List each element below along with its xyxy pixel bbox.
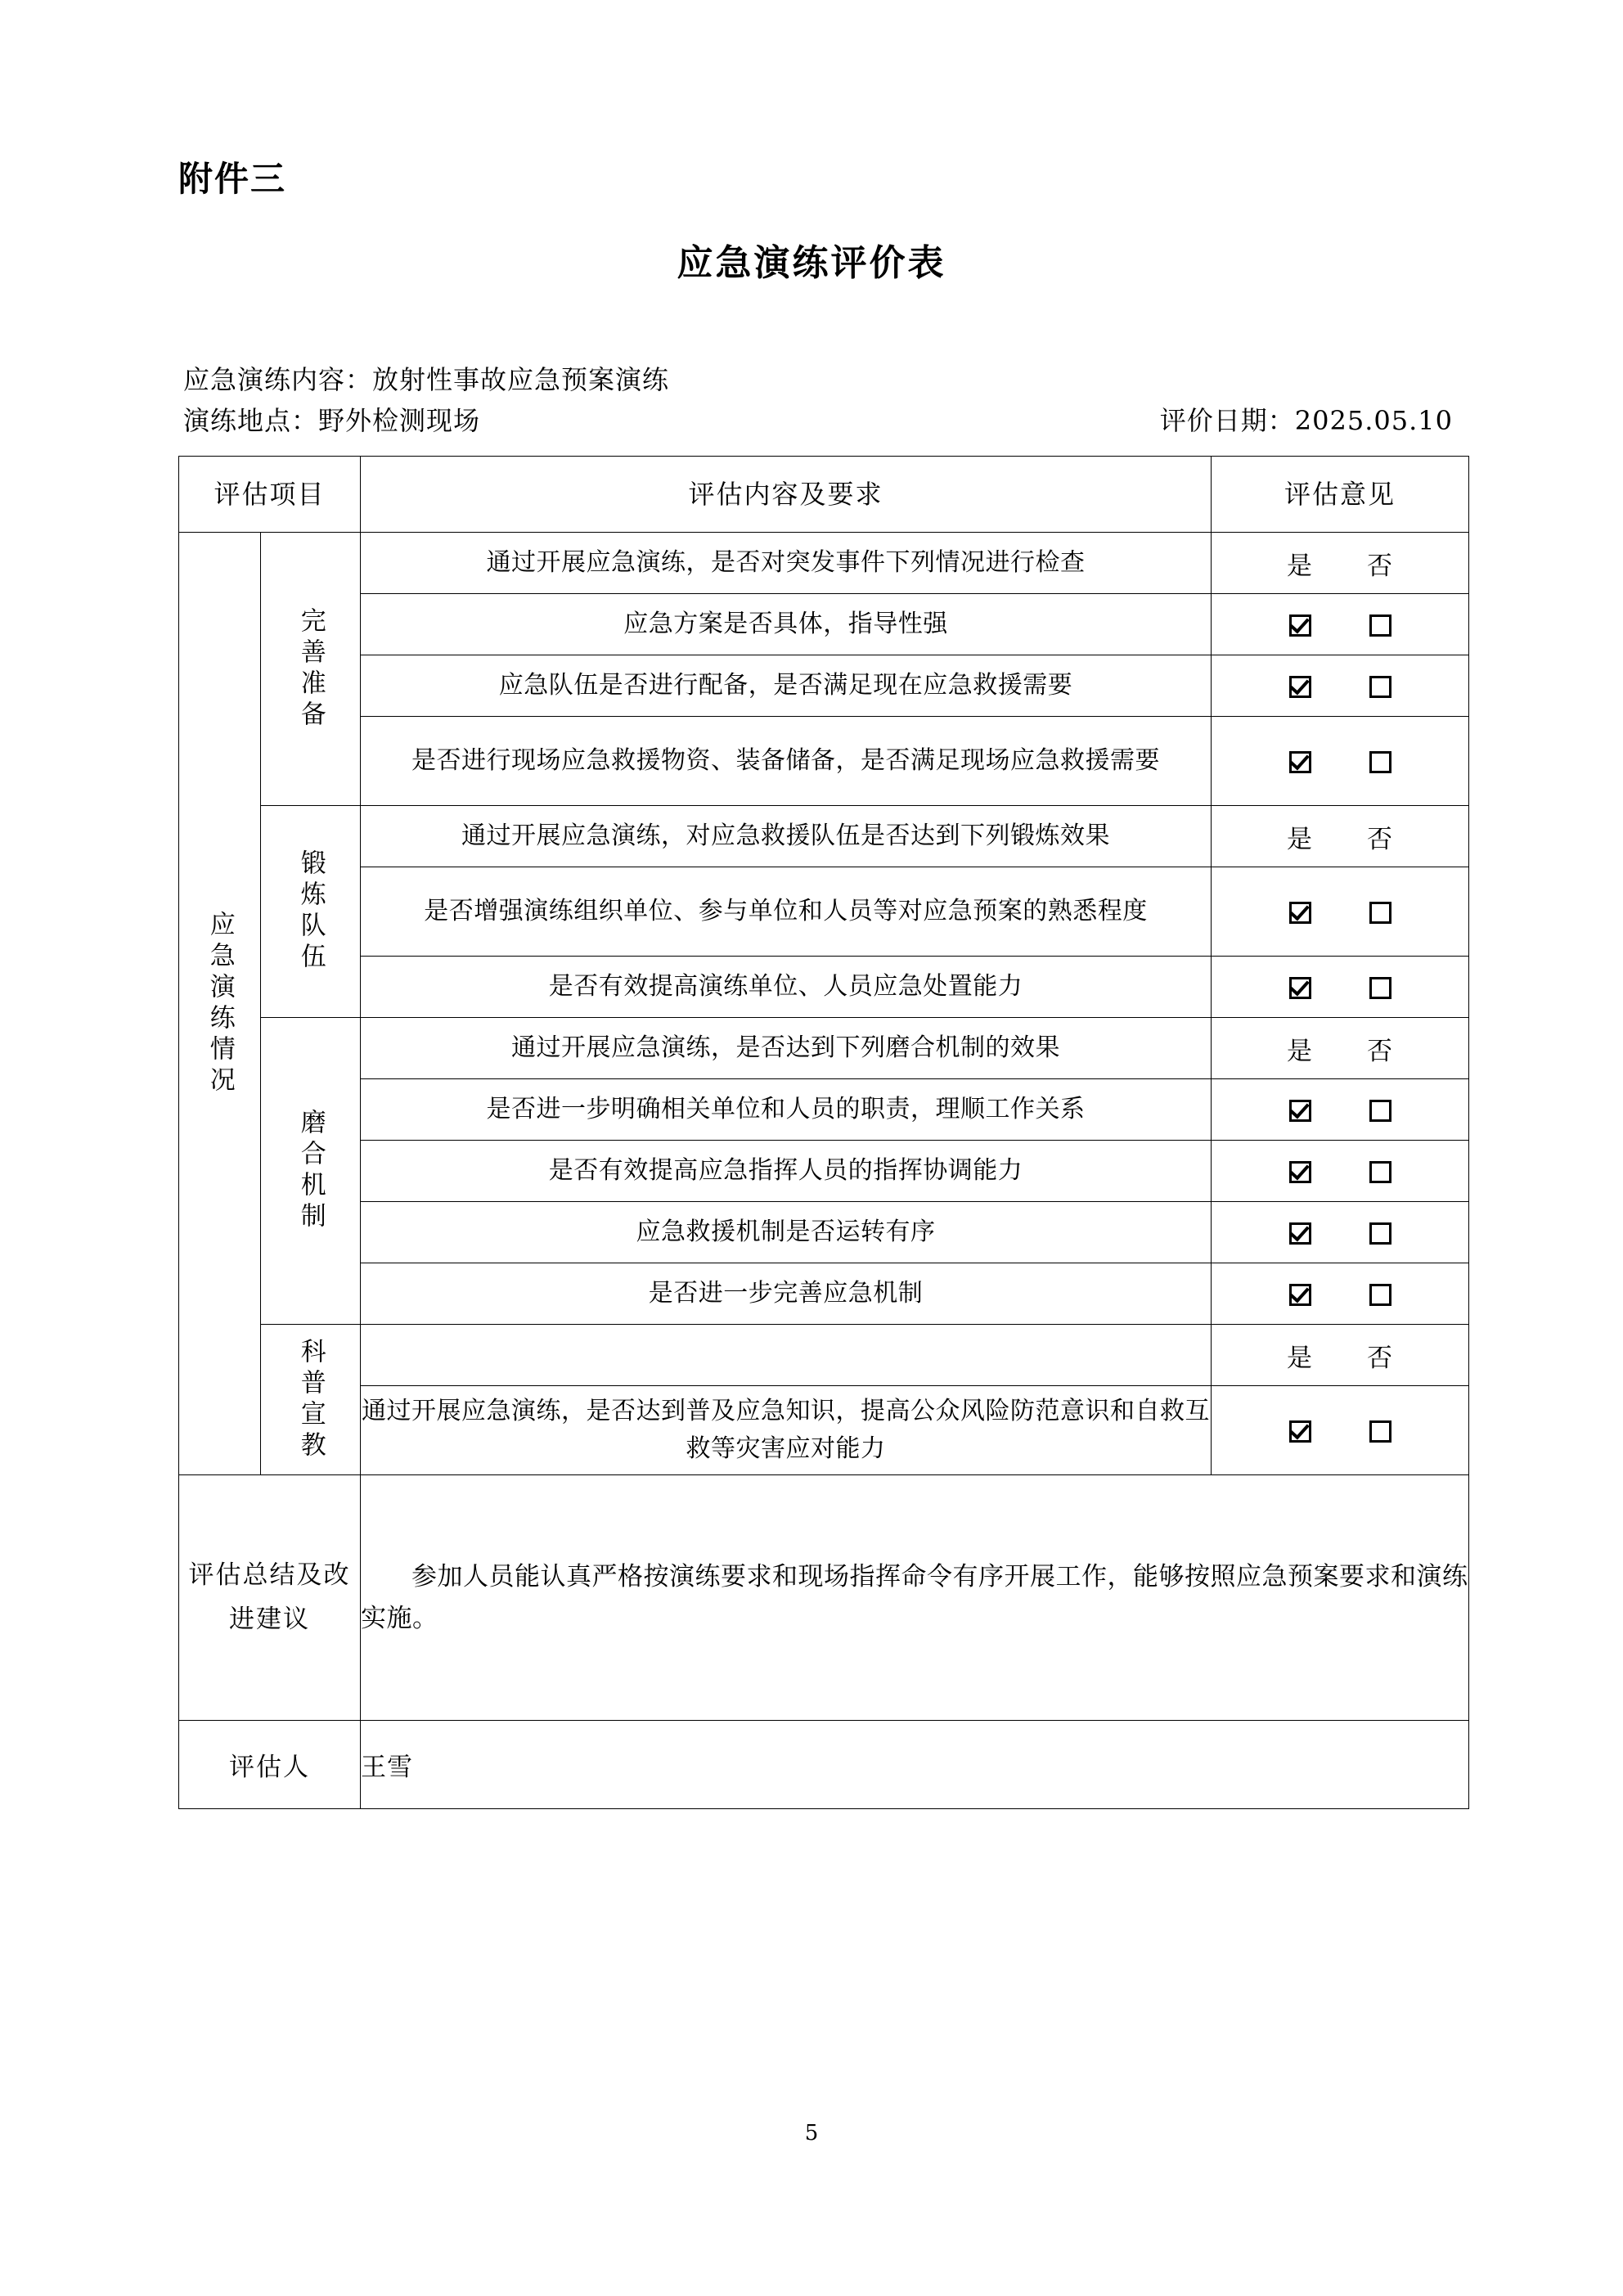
yes-slot [1283,1416,1317,1445]
opinion-cell[interactable] [1212,594,1469,655]
section-label-1-text: 完善准备 [295,606,326,732]
opinion-checkboxes [1212,746,1468,776]
column-header-opinion: 评估意见 [1212,457,1469,533]
opinion-cell[interactable] [1212,1202,1469,1263]
meta-row-content [183,360,1468,401]
opinion-cell[interactable] [1212,1079,1469,1141]
no-slot [1363,1279,1397,1308]
opinion-cell[interactable] [1212,867,1469,957]
summary-row [179,1475,1469,1721]
table-row [179,655,1469,717]
section-label-1-wrap [261,607,360,732]
opinion-checkboxes [1212,1218,1468,1247]
no-slot [1363,897,1397,926]
column-header-content: 评估内容及要求 [361,457,1212,533]
no-label: 否 [1367,824,1394,854]
opinion-checkboxes [1212,1279,1468,1308]
opinion-checkboxes [1212,1156,1468,1186]
requirement-text: 是否增强演练组织单位、参与单位和人员等对应急预案的熟悉程度 [361,867,1212,957]
checkbox-yes-checked-icon[interactable] [1289,751,1311,773]
summary-text-cell[interactable] [361,1475,1469,1721]
opinion-options [1212,1030,1468,1067]
opinion-header-cell [1212,1018,1469,1079]
section-label-3 [261,1018,361,1325]
requirement-text: 通过开展应急演练，是否对突发事件下列情况进行检查 [361,533,1212,594]
opinion-checkboxes [1212,1416,1468,1445]
requirement-text: 通过开展应急演练，是否达到普及应急知识，提高公众风险防范意识和自救互救等灾害应对能力 [361,1386,1212,1475]
yes-label: 是 [1287,1343,1314,1373]
summary-label: 评估总结及改进建议 [179,1475,361,1721]
section-label-4-text: 科普宣教 [295,1337,326,1462]
assessor-name[interactable]: 王雪 [361,1721,1469,1809]
checkbox-no-icon[interactable] [1369,1100,1391,1122]
table-row [179,806,1469,867]
checkbox-no-icon[interactable] [1369,1420,1391,1443]
table-row [179,1202,1469,1263]
opinion-cell[interactable] [1212,1141,1469,1202]
checkbox-yes-checked-icon[interactable] [1289,615,1311,637]
opinion-options [1212,545,1468,582]
page-number: 5 [804,2121,819,2145]
opinion-checkboxes [1212,897,1468,926]
opinion-checkboxes [1212,610,1468,639]
yes-slot [1283,610,1317,639]
yes-label: 是 [1287,824,1314,854]
checkbox-no-icon[interactable] [1369,1161,1391,1183]
opinion-checkboxes [1212,1095,1468,1124]
checkbox-no-icon[interactable] [1369,977,1391,999]
no-slot [1363,671,1397,700]
yes-slot [1283,897,1317,926]
table-row [179,533,1469,594]
yes-label: 是 [1287,1036,1314,1066]
no-label: 否 [1367,1036,1394,1066]
checkbox-no-icon[interactable] [1369,615,1391,637]
document-meta [183,360,1468,441]
yes-label: 是 [1287,551,1314,581]
table-header-row [179,457,1469,533]
table-row [179,1263,1469,1325]
checkbox-no-icon[interactable] [1369,751,1391,773]
category-main-label [179,533,261,1475]
meta-row-location [183,401,1468,442]
table-row [179,594,1469,655]
yes-slot [1283,1156,1317,1186]
yes-slot [1283,1279,1317,1308]
section-label-4 [261,1325,361,1475]
requirement-text: 通过开展应急演练，对应急救援队伍是否达到下列锻炼效果 [361,806,1212,867]
table-row [179,1141,1469,1202]
checkbox-yes-checked-icon[interactable] [1289,977,1311,999]
evaluation-table [178,456,1469,1809]
table-row [179,1325,1469,1386]
checkbox-yes-checked-icon[interactable] [1289,902,1311,924]
section-label-2 [261,806,361,1018]
assessor-row [179,1721,1469,1809]
no-slot [1363,746,1397,776]
table-row [179,1079,1469,1141]
attachment-label: 附件三 [178,159,287,199]
table-row [179,1386,1469,1475]
checkbox-yes-checked-icon[interactable] [1289,1222,1311,1245]
requirement-text: 是否进一步完善应急机制 [361,1263,1212,1325]
drill-location-label: 演练地点：野外检测现场 [183,404,481,436]
no-slot [1363,1156,1397,1186]
checkbox-no-icon[interactable] [1369,1284,1391,1306]
opinion-checkboxes [1212,671,1468,700]
category-main-label-text: 应急演练情况 [205,910,235,1097]
opinion-cell[interactable] [1212,655,1469,717]
no-slot [1363,1095,1397,1124]
no-slot [1363,1416,1397,1445]
checkbox-yes-checked-icon[interactable] [1289,1284,1311,1306]
checkbox-yes-checked-icon[interactable] [1289,1420,1311,1443]
checkbox-no-icon[interactable] [1369,676,1391,698]
column-header-category: 评估项目 [179,457,361,533]
opinion-cell[interactable] [1212,1386,1469,1475]
section-label-3-text: 磨合机制 [295,1109,326,1233]
evaluation-date-label: 评价日期：2025.05.10 [1159,404,1453,436]
checkbox-yes-checked-icon[interactable] [1289,1161,1311,1183]
yes-slot [1283,746,1317,776]
page-title: 应急演练评价表 [677,242,946,284]
no-slot [1363,972,1397,1002]
section-label-2-wrap [261,849,360,974]
opinion-header-cell [1212,1325,1469,1386]
section-label-2-text: 锻炼队伍 [295,849,326,974]
table-row [179,1018,1469,1079]
opinion-header-cell [1212,806,1469,867]
no-slot [1363,610,1397,639]
requirement-text: 通过开展应急演练，是否达到下列磨合机制的效果 [361,1018,1212,1079]
yes-slot [1283,671,1317,700]
opinion-cell[interactable] [1212,1263,1469,1325]
opinion-options [1212,1337,1468,1374]
opinion-cell[interactable] [1212,957,1469,1018]
drill-content-label: 应急演练内容：放射性事故应急预案演练 [183,364,670,395]
table-row [179,957,1469,1018]
yes-slot [1283,1095,1317,1124]
yes-slot [1283,972,1317,1002]
section-label-1 [261,533,361,806]
opinion-options [1212,818,1468,855]
requirement-text: 是否有效提高应急指挥人员的指挥协调能力 [361,1141,1212,1202]
assessor-label: 评估人 [179,1721,361,1809]
checkbox-yes-checked-icon[interactable] [1289,1100,1311,1122]
checkbox-no-icon[interactable] [1369,1222,1391,1245]
category-main-label-wrap [179,911,260,1097]
checkbox-no-icon[interactable] [1369,902,1391,924]
table-row [179,717,1469,806]
requirement-text [361,1325,1212,1386]
no-label: 否 [1367,1343,1394,1373]
no-label: 否 [1367,551,1394,581]
requirement-text: 是否进一步明确相关单位和人员的职责，理顺工作关系 [361,1079,1212,1141]
opinion-cell[interactable] [1212,717,1469,806]
requirement-text: 是否进行现场应急救援物资、装备储备，是否满足现场应急救援需要 [361,717,1212,806]
requirement-text: 应急队伍是否进行配备，是否满足现在应急救援需要 [361,655,1212,717]
no-slot [1363,1218,1397,1247]
summary-text: 参加人员能认真严格按演练要求和现场指挥命令有序开展工作，能够按照应急预案要求和演练实施。 [361,1562,1468,1633]
section-label-4-wrap [261,1338,360,1462]
opinion-checkboxes [1212,972,1468,1002]
checkbox-yes-checked-icon[interactable] [1289,676,1311,698]
opinion-header-cell [1212,533,1469,594]
table-row [179,867,1469,957]
requirement-text: 应急救援机制是否运转有序 [361,1202,1212,1263]
yes-slot [1283,1218,1317,1247]
requirement-text: 应急方案是否具体，指导性强 [361,594,1212,655]
section-label-3-wrap [261,1109,360,1233]
requirement-text: 是否有效提高演练单位、人员应急处置能力 [361,957,1212,1018]
